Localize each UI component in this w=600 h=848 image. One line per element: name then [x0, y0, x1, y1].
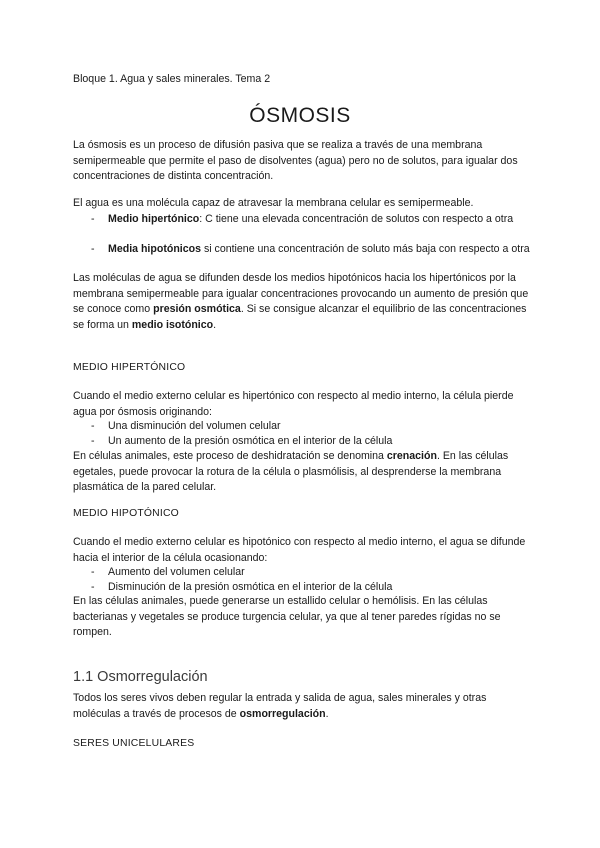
section-heading-unicellular: SERES UNICELULARES: [73, 738, 195, 749]
hypotonic-paragraph: En las células animales, puede generarse un estallido celular o hemólisis. En las células bacterianas y vegetales se produce turgencia celular, ya que al tener paredes rígidas no se rompen.: [73, 595, 501, 638]
section-heading-hypotonic: MEDIO HIPOTÓNICO: [73, 508, 179, 519]
term-definition: : C tiene una elevada concentración de solutos con respecto a otra: [199, 213, 514, 225]
list-dash: -: [91, 420, 95, 432]
hypotonic-intro: Cuando el medio externo celular es hipotónico con respecto al medio interno, el agua se difunde hacia el interior de la célula ocasionando:: [73, 536, 526, 564]
hypertonic-intro: Cuando el medio externo celular es hipertónico con respecto al medio interno, la célula pierde agua por ósmosis originando:: [73, 390, 514, 418]
term-hypotonic: Media hipotónicos: [108, 243, 201, 255]
list-item-text: Disminución de la presión osmótica en el interior de la célula: [108, 581, 393, 593]
term-definition: si contiene una concentración de soluto más baja con respecto a otra: [201, 243, 530, 255]
list-dash: -: [91, 435, 95, 447]
osmoregulation-paragraph: Todos los seres vivos deben regular la entrada y salida de agua, sales minerales y otras moléculas a través de procesos de osmorregulación.: [73, 692, 487, 720]
bold-crenation: crenación: [386, 450, 437, 462]
list-dash: -: [91, 581, 95, 593]
section-heading-hypertonic: MEDIO HIPERTÓNICO: [73, 362, 186, 373]
bold-osmotic-pressure: presión osmótica: [153, 303, 241, 315]
term-hypertonic: Medio hipertónico: [108, 213, 200, 225]
page-header: Bloque 1. Agua y sales minerales. Tema 2: [73, 73, 271, 85]
water-paragraph: El agua es una molécula capaz de atravesar la membrana celular es semipermeable.: [73, 197, 474, 209]
list-dash: -: [91, 243, 95, 255]
hypertonic-paragraph: En células animales, este proceso de deshidratación se denomina crenación. En las células egetales, puede provocar la rotura de la célula o plasmólisis, al desprenderse la membrana plasmática de la pared celular.: [73, 450, 509, 493]
list-item-text: Una disminución del volumen celular: [108, 420, 281, 432]
page-title: ÓSMOSIS: [249, 104, 351, 127]
list-dash: -: [91, 566, 95, 578]
bold-isotonic: medio isotónico: [131, 318, 214, 331]
bold-osmoregulation: osmorregulación: [239, 707, 326, 720]
diffusion-paragraph: Las moléculas de agua se difunden desde los medios hipotónicos hacia los hipertónicos por la membrana semipermeable para igualar concentraciones provocando un aumento de presión que se conoce como presión osmótica. Si se consigue alcanzar el equilibrio de las concentraciones se forma un medio isotónico.: [73, 272, 529, 331]
subsection-heading-osmoregulation: 1.1 Osmorregulación: [73, 669, 208, 685]
list-item-text: Aumento del volumen celular: [108, 566, 245, 578]
intro-paragraph: La ósmosis es un proceso de difusión pasiva que se realiza a través de una membrana semipermeable que permite el paso de disolventes (agua) pero no de solutos, para igualar dos concentraciones de distinta concentración.: [73, 139, 518, 182]
list-item-text: Un aumento de la presión osmótica en el interior de la célula: [108, 435, 393, 447]
list-dash: -: [91, 213, 95, 225]
